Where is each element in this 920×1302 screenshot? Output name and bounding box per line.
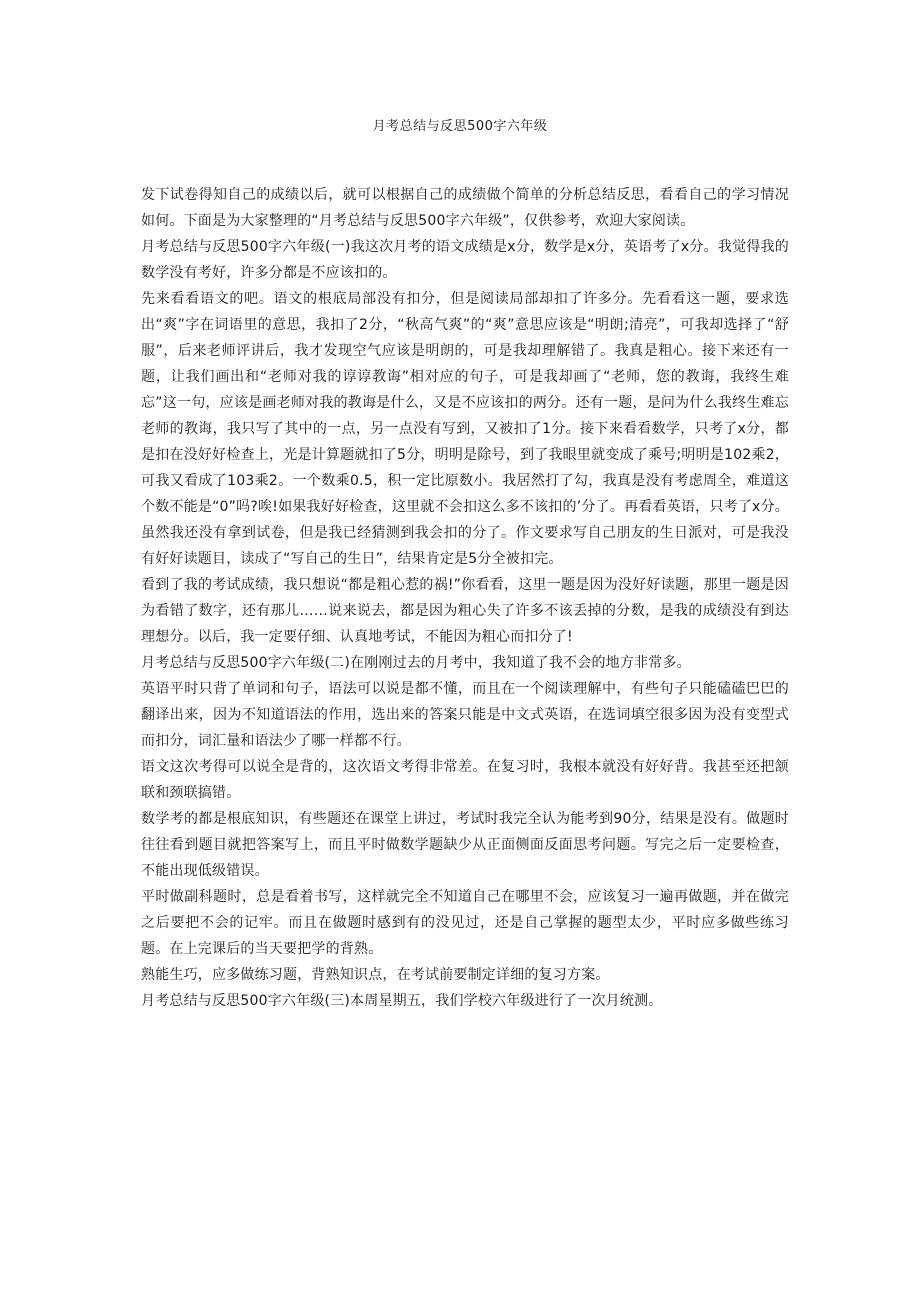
paragraph-part-two-intro: 月考总结与反思500字六年级(二)在刚刚过去的月考中，我知道了我不会的地方非常多。 bbox=[141, 655, 691, 671]
paragraph-part-one-conclusion: 看到了我的考试成绩，我只想说“都是粗心惹的祸!”你看看，这里一题是因为没好好读题，那里一题是因为看错了数字，还有那儿……说来说去，都是因为粗心失了许多不该丢掉的分数，是我的成绩没有到达理想分。以后，我一定要仔细、认真地考试，不能因为粗心而扣分了! bbox=[141, 577, 789, 645]
paragraph-minor-subjects: 平时做副科题时，总是看着书写，这样就完全不知道自己在哪里不会，应该复习一遍再做题，并在做完之后要把不会的记牢。而且在做题时感到有的没见过，还是自己掌握的题型太少，平时应多做些练习题。在上完课后的当天要把学的背熟。 bbox=[141, 889, 789, 957]
document-body bbox=[141, 182, 789, 1014]
paragraph-math: 数学考的都是根底知识，有些题还在课堂上讲过，考试时我完全认为能考到90分，结果是没有。做题时往往看到题目就把答案写上，而且平时做数学题缺少从正面侧面反面思考问题。写完之后一定要检查，不能出现低级错误。 bbox=[141, 811, 789, 879]
paragraph-intro: 发下试卷得知自己的成绩以后，就可以根据自己的成绩做个简单的分析总结反思，看看自己的学习情况如何。下面是为大家整理的“月考总结与反思500字六年级”，仅供参考，欢迎大家阅读。 bbox=[141, 187, 789, 229]
document-title: 月考总结与反思500字六年级 bbox=[372, 119, 548, 134]
paragraph-part-three-intro: 月考总结与反思500字六年级(三)本周星期五，我们学校六年级进行了一次月统测。 bbox=[141, 993, 663, 1009]
paragraph-practice: 熟能生巧，应多做练习题，背熟知识点，在考试前要制定详细的复习方案。 bbox=[141, 967, 610, 983]
paragraph-chinese: 语文这次考得可以说全是背的，这次语文考得非常差。在复习时，我根本就没有好好背。我甚至还把颔联和颈联搞错。 bbox=[141, 759, 789, 801]
paragraph-part-one-detail: 先来看看语文的吧。语文的根底局部没有扣分，但是阅读局部却扣了许多分。先看看这一题，要求选出“爽”字在词语里的意思，我扣了2分，“秋高气爽”的“爽”意思应该是“明朗;清亮”，可我却选择了“舒服”，后来老师评讲后，我才发现空气应该是明朗的，可是我却理解错了。我真是粗心。接下来还有一题，让我们画出和“老师对我的谆谆教诲”相对应的句子，可是我却画了“老师，您的教诲，我终生难忘”这一句，应该是画老师对我的教诲是什么，又是不应该扣的两分。还有一题，是问为什么我终生难忘老师的教诲，我只写了其中的一点，另一点没有写到，又被扣了1分。接下来看看数学，只考了x分，都是扣在没好好检查上，光是计算题就扣了5分，明明是除号，到了我眼里就变成了乘号;明明是102乘2，可我又看成了103乘2。一个数乘0.5，积一定比原数小。我居然打了勾，我真是没有考虑周全，难道这个数不能是“0”吗?唉!如果我好好检查，这里就不会扣这么多不该扣的’分了。再看看英语，只考了x分。虽然我还没有拿到试卷，但是我已经猜测到我会扣的分了。作文要求写自己朋友的生日派对，可是我没有好好读题目，读成了“写自己的生日”，结果肯定是5分全被扣完。 bbox=[141, 291, 789, 567]
paragraph-part-one-intro: 月考总结与反思500字六年级(一)我这次月考的语文成绩是x分，数学是x分，英语考了x分。我觉得我的数学没有考好，许多分都是不应该扣的。 bbox=[141, 239, 789, 281]
paragraph-english: 英语平时只背了单词和句子，语法可以说是都不懂，而且在一个阅读理解中，有些句子只能磕磕巴巴的翻译出来，因为不知道语法的作用，选出来的答案只能是中文式英语，在选词填空很多因为没有变型式而扣分，词汇量和语法少了哪一样都不行。 bbox=[141, 681, 789, 749]
